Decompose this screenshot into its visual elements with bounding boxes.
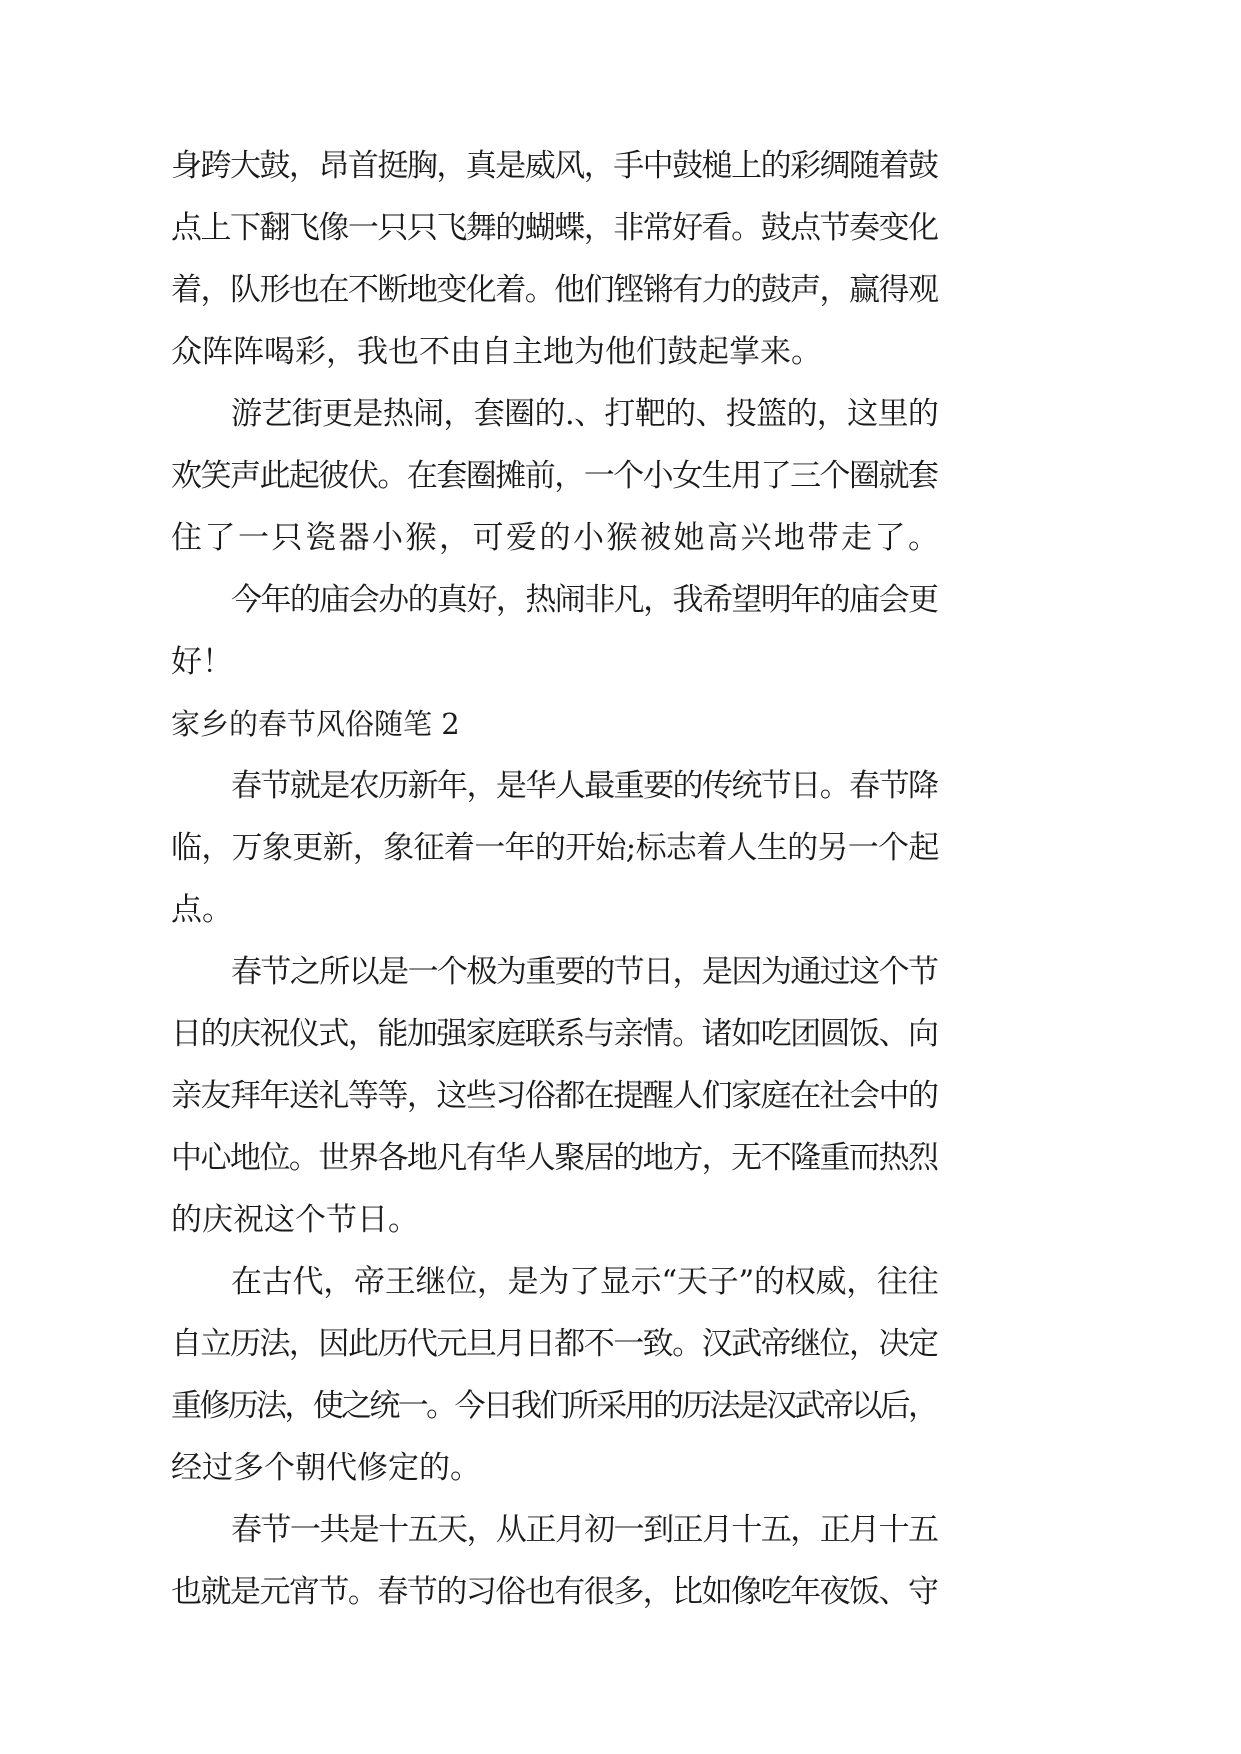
paragraph-line: 众阵阵喝彩，我也不由自主地为他们鼓起掌来。: [171, 334, 822, 370]
paragraph-line: 今年的庙会办的真好，热闹非凡，我希望明年的庙会更: [231, 582, 938, 618]
paragraph-line: 重修历法，使之统一。今日我们所采用的历法是汉武帝以后，: [171, 1388, 937, 1424]
paragraph-line: 住了一只瓷器小猴，可爱的小猴被她高兴地带走了。: [171, 520, 942, 556]
paragraph-line: 也就是元宵节。春节的习俗也有很多，比如像吃年夜饭、守: [171, 1574, 938, 1610]
paragraph-line: 着，队形也在不断地变化着。他们铿锵有力的鼓声，赢得观: [171, 272, 938, 308]
paragraph-line: 点上下翻飞像一只只飞舞的蝴蝶，非常好看。鼓点节奏变化: [171, 210, 938, 246]
paragraph-line: 好！: [171, 644, 233, 680]
paragraph-line: 在古代，帝王继位，是为了显示“天子”的权威，往往: [231, 1264, 939, 1300]
paragraph-line: 春节一共是十五天，从正月初一到正月十五，正月十五: [231, 1512, 938, 1548]
paragraph-line: 经过多个朝代修定的。: [171, 1450, 481, 1486]
paragraph-line: 游艺街更是热闹，套圈的.、打靶的、投篮的，这里的: [231, 396, 939, 432]
paragraph-line: 临，万象更新，象征着一年的开始;标志着人生的另一个起: [171, 830, 939, 866]
paragraph-line: 自立历法，因此历代元旦月日都不一致。汉武帝继位，决定: [171, 1326, 938, 1362]
section-heading: 家乡的春节风俗随笔 2: [171, 707, 460, 741]
paragraph-line: 的庆祝这个节日。: [171, 1202, 419, 1238]
paragraph-line: 点。: [171, 892, 233, 928]
paragraph-line: 春节就是农历新年，是华人最重要的传统节日。春节降: [231, 768, 938, 804]
paragraph-line: 欢笑声此起彼伏。在套圈摊前，一个小女生用了三个圈就套: [171, 458, 938, 494]
paragraph-line: 身跨大鼓，昂首挺胸，真是威风，手中鼓槌上的彩绸随着鼓: [171, 148, 938, 184]
paragraph-line: 日的庆祝仪式，能加强家庭联系与亲情。诸如吃团圆饭、向: [171, 1016, 938, 1052]
paragraph-line: 春节之所以是一个极为重要的节日，是因为通过这个节: [231, 954, 938, 990]
paragraph-line: 中心地位。世界各地凡有华人聚居的地方，无不隆重而热烈: [171, 1140, 938, 1176]
paragraph-line: 亲友拜年送礼等等，这些习俗都在提醒人们家庭在社会中的: [171, 1078, 938, 1114]
